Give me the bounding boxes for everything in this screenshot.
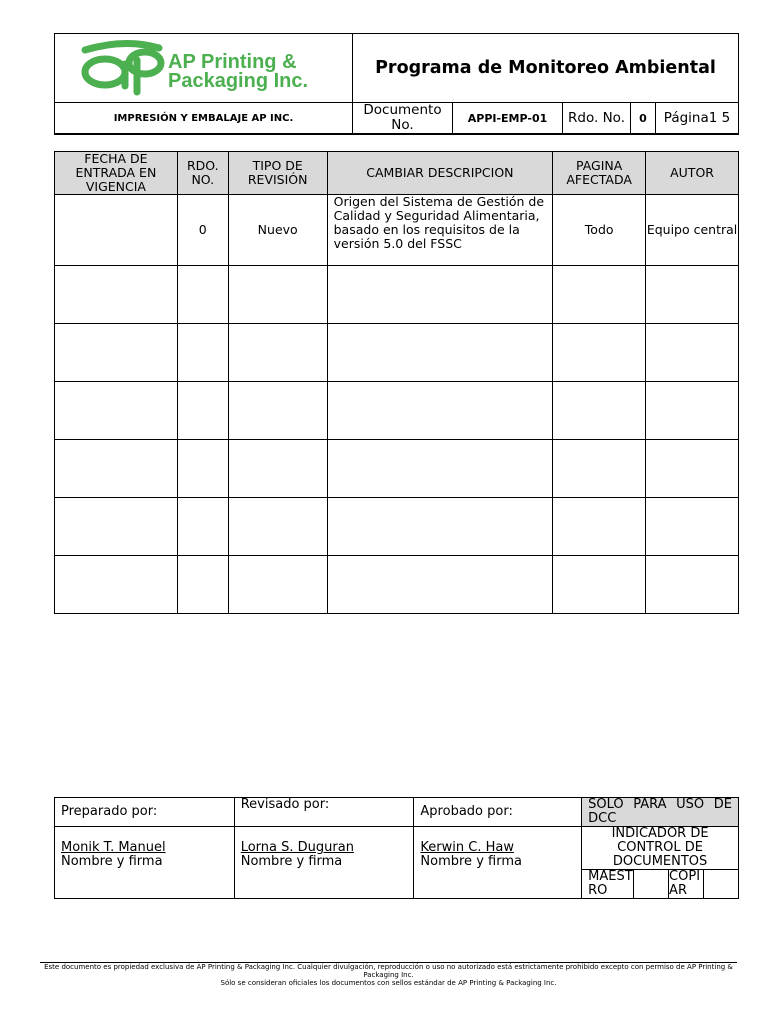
- prepared-by-cell: [55, 827, 235, 899]
- document-number-value: APPI-EMP-01: [453, 103, 563, 134]
- prepared-by-label: Preparado por:: [55, 798, 235, 827]
- approved-by-cell: [414, 827, 582, 899]
- document-number-label: Documento No.: [353, 103, 453, 134]
- footer-notice: [40, 963, 737, 987]
- name-sign-label: Nombre y firma: [420, 854, 522, 869]
- table-cell: Equipo central: [646, 195, 739, 266]
- column-header: TIPO DE REVISIÓN: [228, 152, 327, 195]
- table-cell: Nuevo: [228, 195, 327, 266]
- company-name: IMPRESIÓN Y EMBALAJE AP INC.: [55, 103, 353, 134]
- document-title: Programa de Monitoreo Ambiental: [353, 34, 739, 103]
- table-row: [55, 498, 739, 556]
- logo-cell: [55, 34, 353, 103]
- header-divider: [54, 134, 739, 135]
- column-header: FECHA DE ENTRADA EN VIGENCIA: [55, 152, 178, 195]
- copy-label: COPIAR: [669, 870, 704, 899]
- master-box: [634, 870, 669, 899]
- revision-header-row: [55, 152, 739, 195]
- master-label: MAESTRO: [582, 870, 634, 899]
- prepared-by-name: Monik T. Manuel: [61, 840, 166, 855]
- column-header: RDO. NO.: [177, 152, 228, 195]
- footer-line-2: Sólo se consideran oficiales los documentos con sellos estándar de AP Printing & Packaging Inc.: [220, 979, 557, 987]
- table-row: [55, 324, 739, 382]
- table-row: [55, 266, 739, 324]
- footer-line-1: Este documento es propiedad exclusiva de AP Printing & Packaging Inc. Cualquier divulgación, reproducción o uso no autorizado está estrictamente prohibido excepto con permiso de AP Printing & Packaging Inc.: [44, 963, 733, 979]
- column-header: AUTOR: [646, 152, 739, 195]
- document-header: [54, 33, 739, 134]
- table-row: [55, 382, 739, 440]
- table-cell: Todo: [553, 195, 646, 266]
- reviewed-by-label: Revisado por:: [234, 798, 414, 827]
- table-cell: 0: [177, 195, 228, 266]
- reviewed-by-cell: [234, 827, 414, 899]
- name-sign-label: Nombre y firma: [61, 854, 163, 869]
- table-cell: [55, 195, 178, 266]
- dcc-indicator: INDICADOR DE CONTROL DE DOCUMENTOS: [582, 827, 739, 870]
- page-indicator: Página1 5: [656, 103, 739, 134]
- copy-box: [704, 870, 739, 899]
- name-sign-label: Nombre y firma: [240, 854, 343, 869]
- table-row: [55, 195, 739, 266]
- column-header: CAMBIAR DESCRIPCION: [327, 152, 553, 195]
- approved-by-label: Aprobado por:: [414, 798, 582, 827]
- revision-table: [54, 151, 739, 614]
- logo-text-line2: Packaging Inc.: [168, 70, 309, 92]
- column-header: PAGINA AFECTADA: [553, 152, 646, 195]
- dcc-use-label: SOLO PARA USO DE DCC: [582, 798, 739, 827]
- rdo-label: Rdo. No.: [563, 103, 631, 134]
- company-logo: [55, 34, 351, 101]
- reviewed-by-name: Lorna S. Duguran: [240, 840, 354, 855]
- table-cell: Origen del Sistema de Gestión de Calidad y Seguridad Alimentaria, basado en los requisitos de la versión 5.0 del FSSC: [327, 195, 553, 266]
- logo-text-line1: AP Printing &: [168, 51, 297, 73]
- rdo-value: 0: [631, 103, 656, 134]
- signature-table: [54, 797, 739, 899]
- table-row: [55, 440, 739, 498]
- approved-by-name: Kerwin C. Haw: [420, 840, 514, 855]
- table-row: [55, 556, 739, 614]
